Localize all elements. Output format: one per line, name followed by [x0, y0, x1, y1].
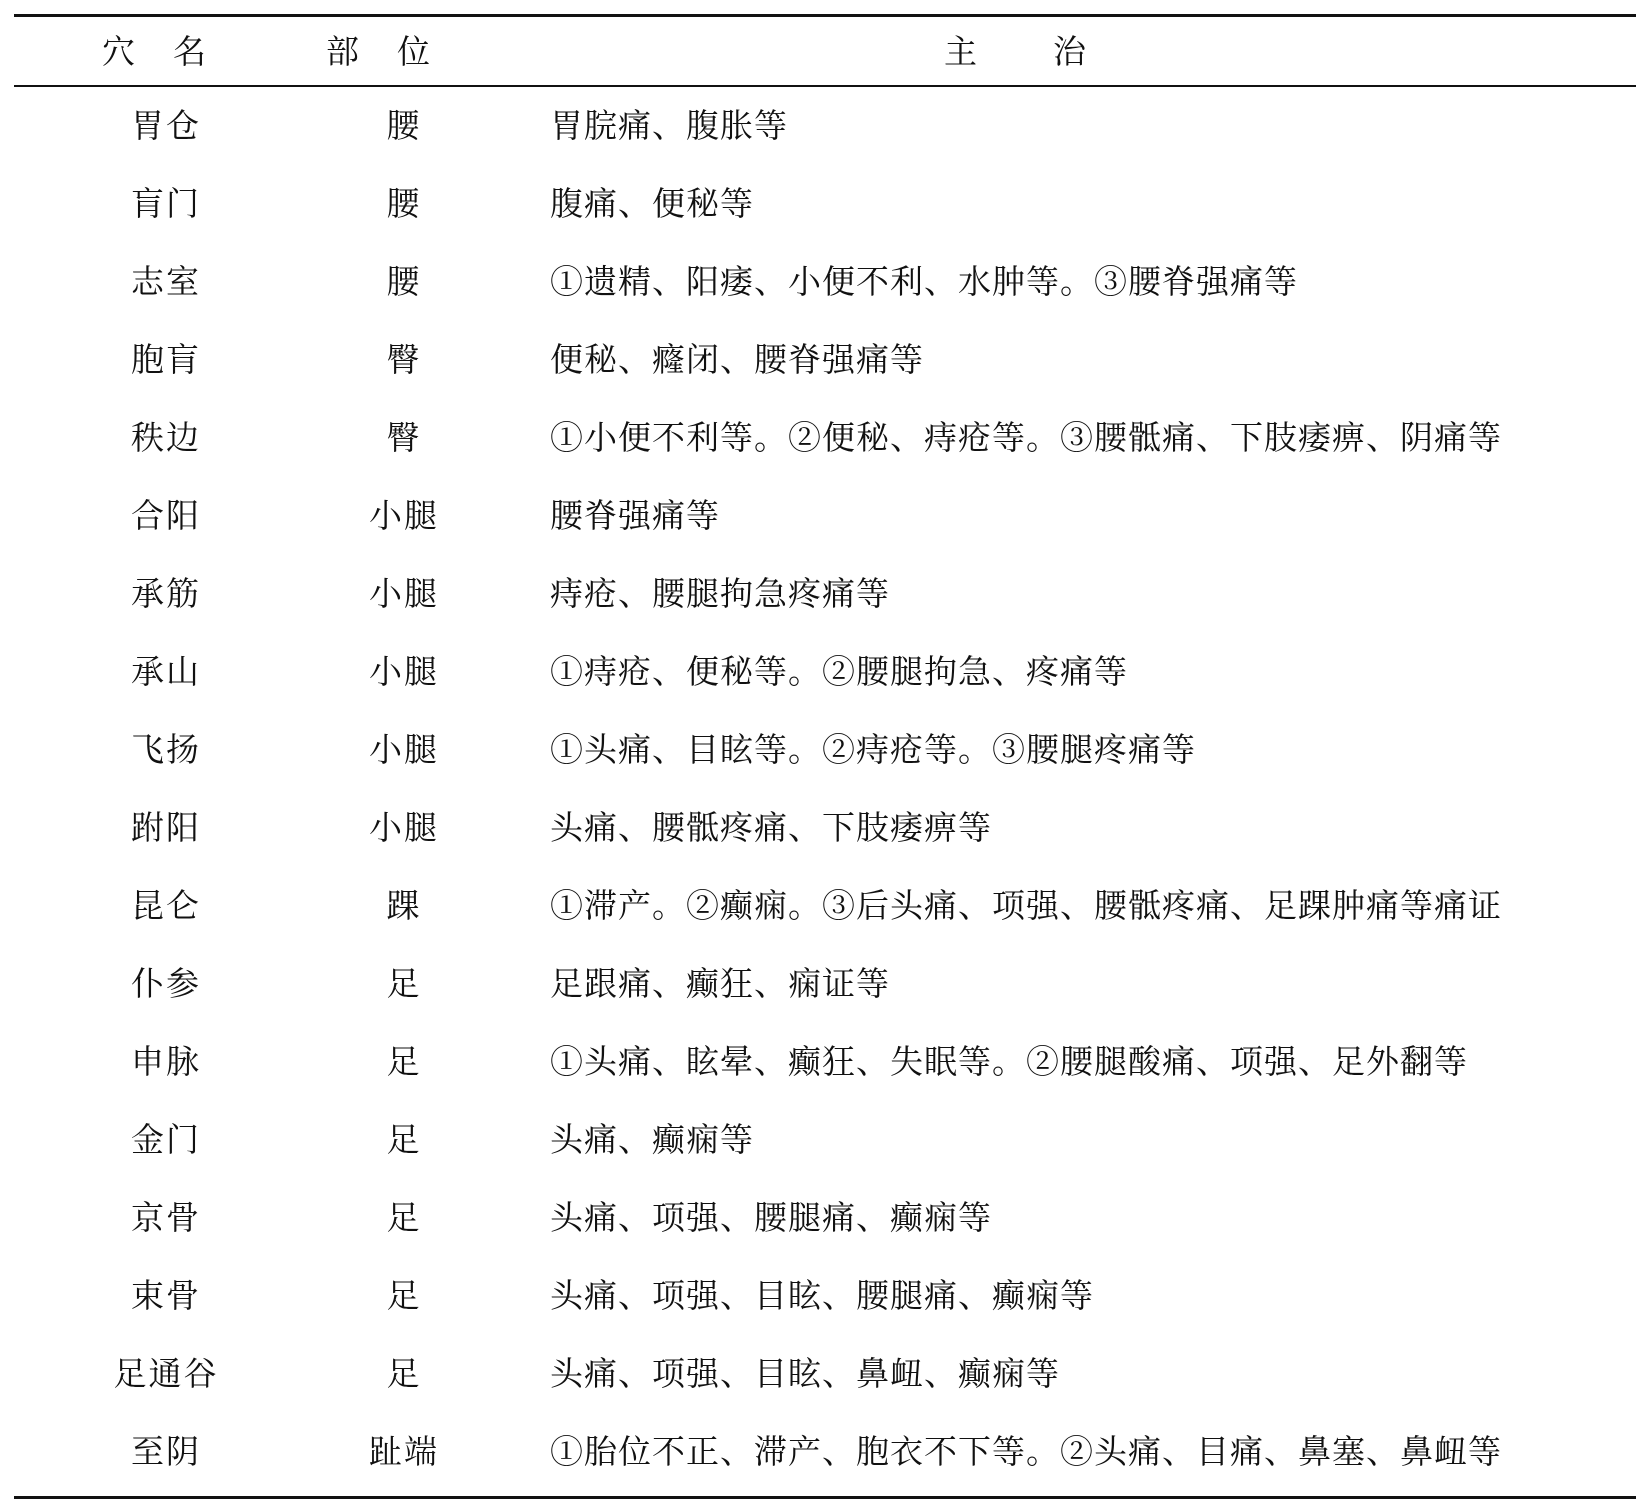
table-row — [14, 400, 1636, 478]
table-header — [14, 17, 1636, 85]
location-cell: 腰 — [386, 262, 422, 301]
location-cell: 小腿 — [369, 574, 439, 613]
header-point-name: 穴名 — [102, 32, 244, 71]
point-name-cell: 志室 — [131, 262, 201, 301]
table-row — [14, 712, 1636, 790]
indications-cell: ①胎位不正、滞产、胞衣不下等。②头痛、目痛、鼻塞、鼻衄等 — [550, 1432, 1502, 1471]
indications-cell: 便秘、癃闭、腰脊强痛等 — [550, 340, 924, 379]
table-row — [14, 1024, 1636, 1102]
indications-cell: 痔疮、腰腿拘急疼痛等 — [550, 574, 890, 613]
point-name-cell: 承筋 — [131, 574, 201, 613]
location-cell: 踝 — [386, 886, 422, 925]
indications-cell: 头痛、癫痫等 — [550, 1120, 754, 1159]
point-name-cell: 合阳 — [131, 496, 201, 535]
point-name-cell: 至阴 — [131, 1432, 201, 1471]
location-cell: 腰 — [386, 106, 422, 145]
location-cell: 腰 — [386, 184, 422, 223]
table-body — [14, 87, 1636, 1492]
point-name-cell: 昆仑 — [131, 886, 201, 925]
location-cell: 小腿 — [369, 730, 439, 769]
location-cell: 趾端 — [369, 1432, 439, 1471]
location-cell: 小腿 — [369, 652, 439, 691]
indications-cell: ①头痛、眩晕、癫狂、失眠等。②腰腿酸痛、项强、足外翻等 — [550, 1042, 1468, 1081]
location-cell: 足 — [386, 1198, 422, 1237]
table-row — [14, 790, 1636, 868]
table-row — [14, 1258, 1636, 1336]
location-cell: 臀 — [386, 340, 422, 379]
point-name-cell: 胃仓 — [131, 106, 201, 145]
point-name-cell: 束骨 — [131, 1276, 201, 1315]
table-row — [14, 1414, 1636, 1492]
point-name-cell: 承山 — [131, 652, 201, 691]
indications-cell: 头痛、项强、目眩、鼻衄、癫痫等 — [550, 1354, 1060, 1393]
indications-cell: 足跟痛、癫狂、痫证等 — [550, 964, 890, 1003]
point-name-cell: 足通谷 — [113, 1354, 219, 1393]
acupoint-table — [14, 14, 1636, 1499]
table-row — [14, 868, 1636, 946]
point-name-cell: 申脉 — [131, 1042, 201, 1081]
table-row — [14, 1102, 1636, 1180]
indications-cell: 腹痛、便秘等 — [550, 184, 754, 223]
indications-cell: ①滞产。②癫痫。③后头痛、项强、腰骶疼痛、足踝肿痛等痛证 — [550, 886, 1502, 925]
point-name-cell: 金门 — [131, 1120, 201, 1159]
indications-cell: ①小便不利等。②便秘、痔疮等。③腰骶痛、下肢痿痹、阴痛等 — [550, 418, 1502, 457]
indications-cell: 头痛、项强、目眩、腰腿痛、癫痫等 — [550, 1276, 1094, 1315]
table-row — [14, 1180, 1636, 1258]
header-indications: 主治 — [944, 32, 1162, 71]
point-name-cell: 肓门 — [131, 184, 201, 223]
table-row — [14, 1336, 1636, 1414]
indications-cell: 胃脘痛、腹胀等 — [550, 106, 788, 145]
table-row — [14, 478, 1636, 556]
indications-cell: ①遗精、阳痿、小便不利、水肿等。③腰脊强痛等 — [550, 262, 1298, 301]
point-name-cell: 京骨 — [131, 1198, 201, 1237]
location-cell: 足 — [386, 1276, 422, 1315]
location-cell: 足 — [386, 1354, 422, 1393]
indications-cell: ①痔疮、便秘等。②腰腿拘急、疼痛等 — [550, 652, 1128, 691]
table-row — [14, 166, 1636, 244]
location-cell: 小腿 — [369, 808, 439, 847]
bottom-rule — [14, 1496, 1636, 1499]
point-name-cell: 跗阳 — [131, 808, 201, 847]
indications-cell: 头痛、项强、腰腿痛、癫痫等 — [550, 1198, 992, 1237]
point-name-cell: 胞肓 — [131, 340, 201, 379]
location-cell: 足 — [386, 1042, 422, 1081]
location-cell: 臀 — [386, 418, 422, 457]
location-cell: 足 — [386, 964, 422, 1003]
table-row — [14, 88, 1636, 166]
point-name-cell: 秩边 — [131, 418, 201, 457]
table-row — [14, 322, 1636, 400]
location-cell: 小腿 — [369, 496, 439, 535]
indications-cell: ①头痛、目眩等。②痔疮等。③腰腿疼痛等 — [550, 730, 1196, 769]
table-row — [14, 244, 1636, 322]
table-row — [14, 946, 1636, 1024]
indications-cell: 头痛、腰骶疼痛、下肢痿痹等 — [550, 808, 992, 847]
location-cell: 足 — [386, 1120, 422, 1159]
table-row — [14, 556, 1636, 634]
point-name-cell: 飞扬 — [131, 730, 201, 769]
indications-cell: 腰脊强痛等 — [550, 496, 720, 535]
point-name-cell: 仆参 — [131, 964, 201, 1003]
table-row — [14, 634, 1636, 712]
header-location: 部位 — [326, 32, 468, 71]
